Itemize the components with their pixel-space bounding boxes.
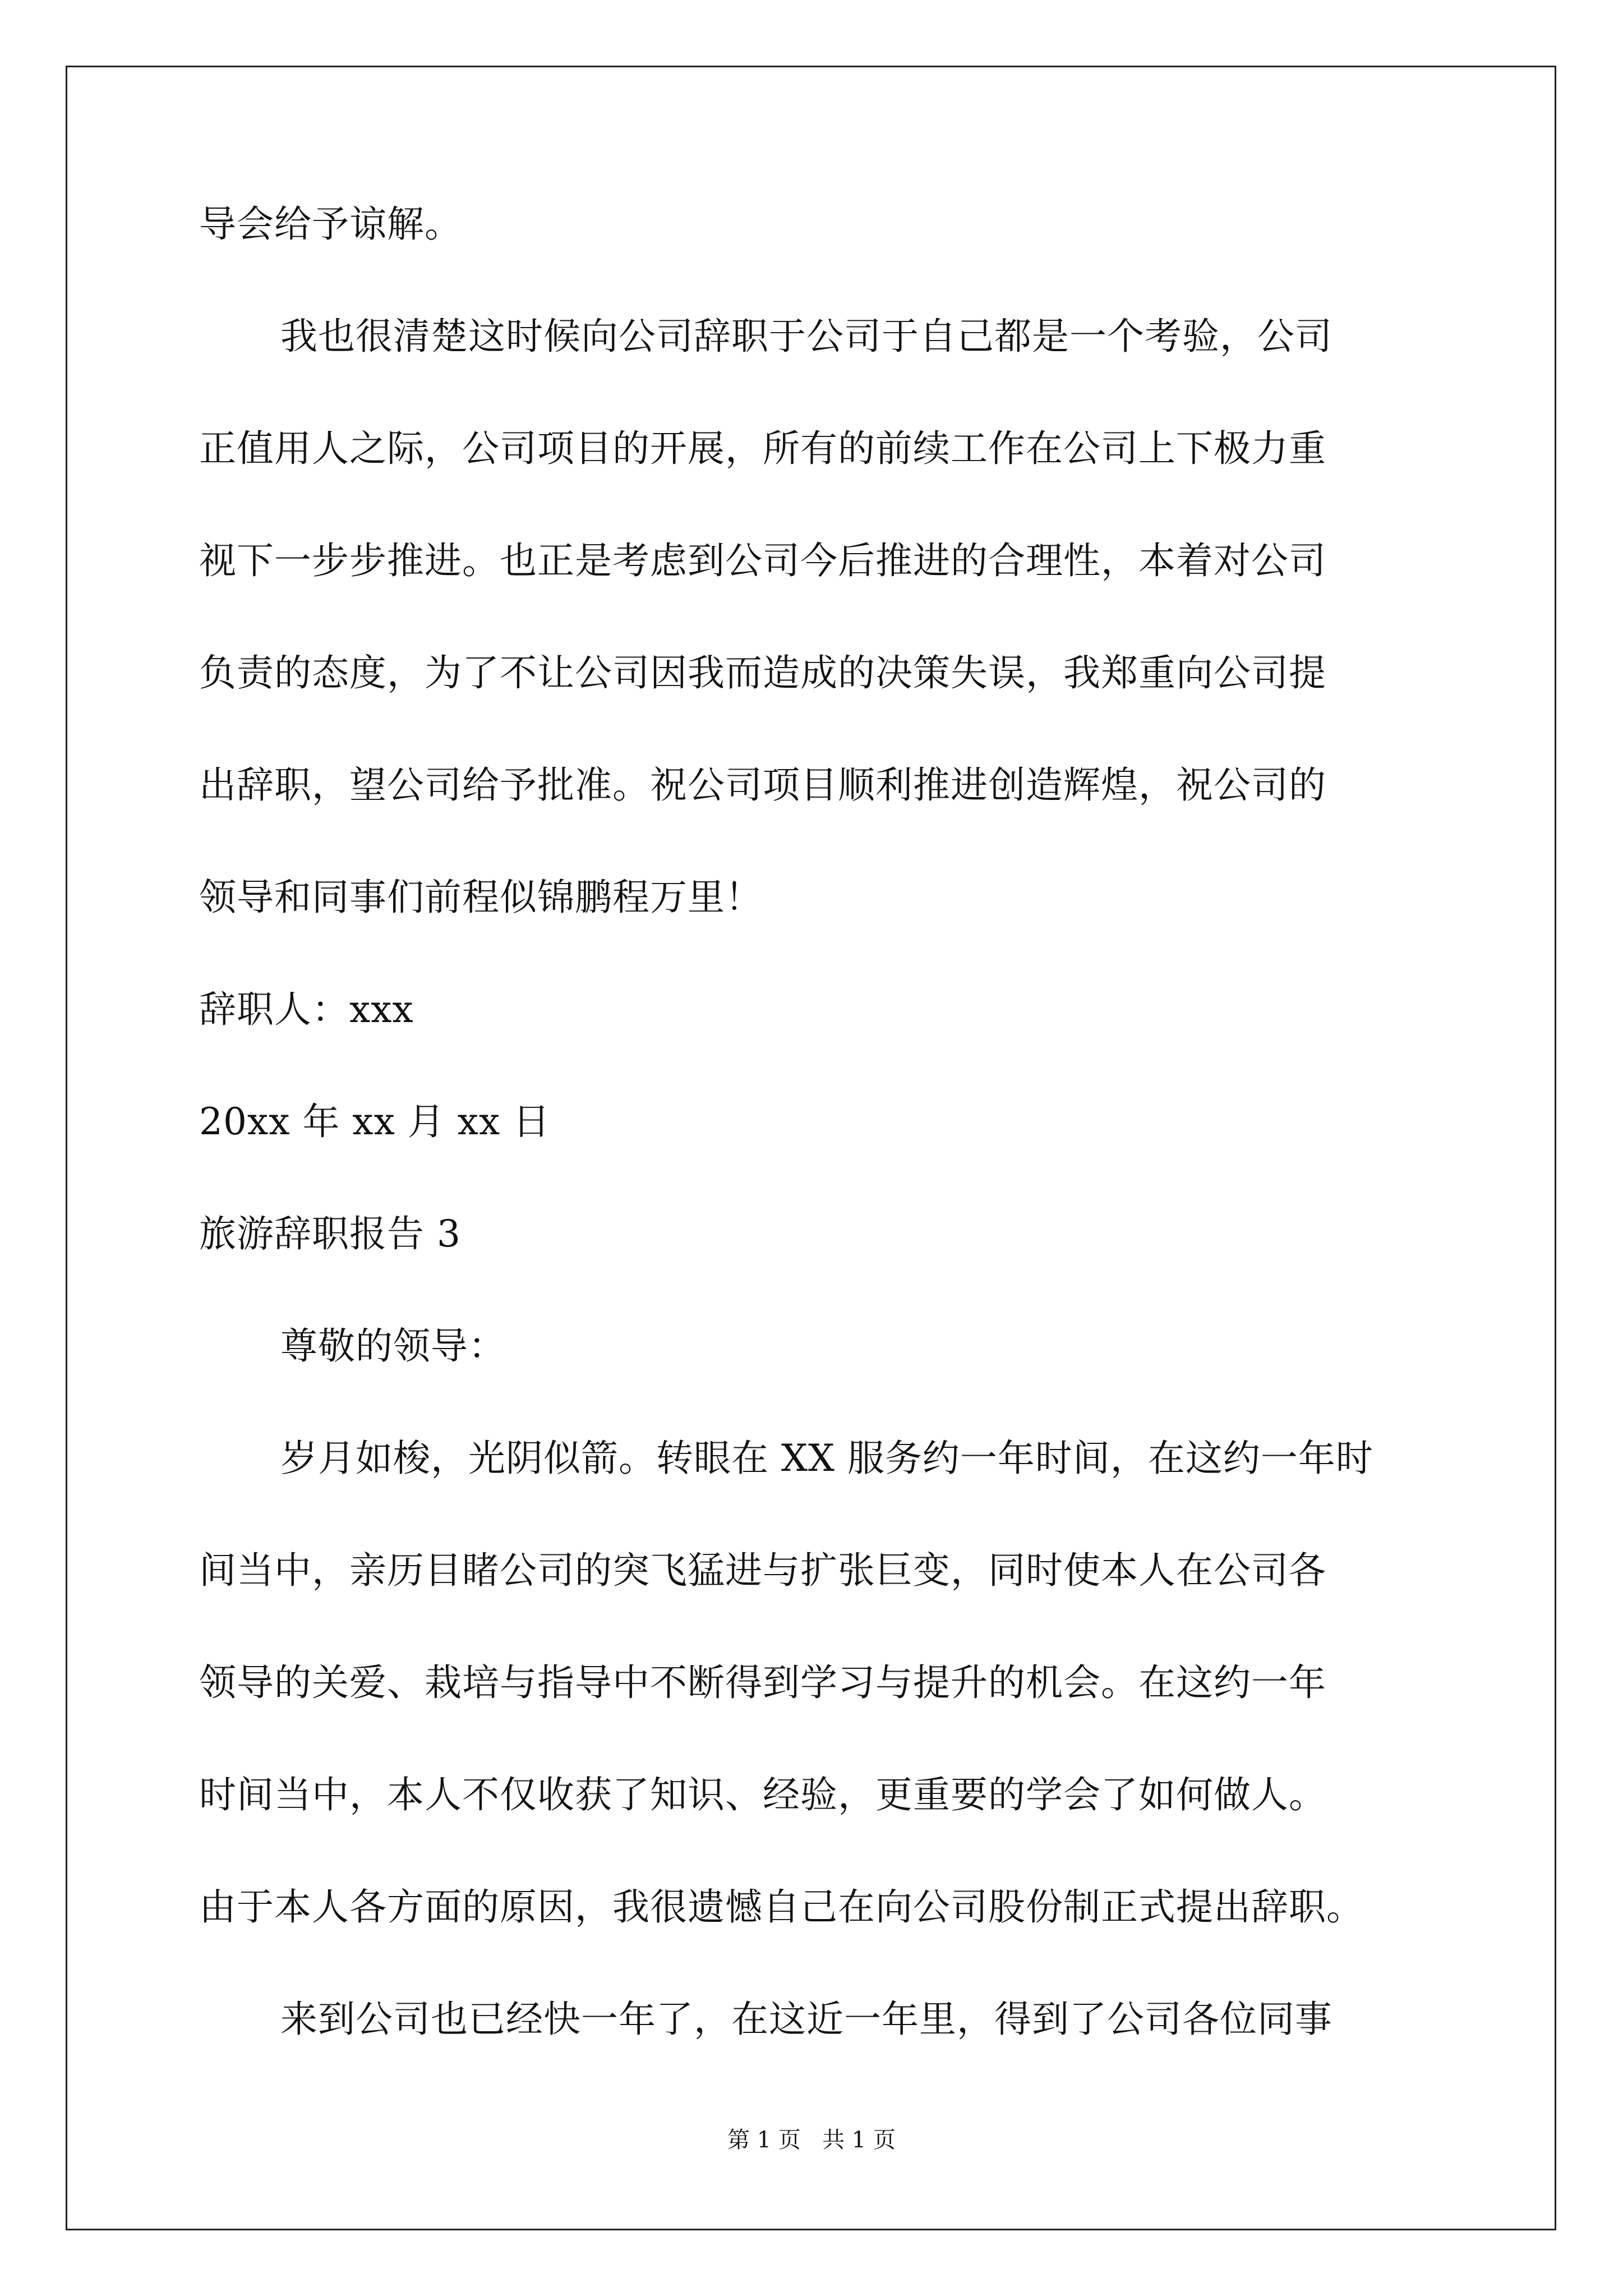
page-number-footer: 第 1 页 共 1 页 — [727, 2127, 896, 2153]
salutation: 尊敬的领导： — [280, 1324, 506, 1368]
paragraph-line: 正值用人之际，公司项目的开展，所有的前续工作在公司上下极力重 — [199, 427, 1326, 470]
paragraph-line: 岁月如梭，光阴似箭。转眼在 XX 服务约一年时间，在这约一年时 — [280, 1437, 1373, 1480]
date-line: 20xx 年 xx 月 xx 日 — [199, 1100, 551, 1143]
text-line: 导会给予谅解。 — [199, 203, 462, 246]
section-title: 旅游辞职报告 3 — [199, 1212, 461, 1255]
paragraph-line: 我也很清楚这时候向公司辞职于公司于自己都是一个考验，公司 — [280, 315, 1332, 358]
paragraph-line: 来到公司也已经快一年了，在这近一年里，得到了公司各位同事 — [280, 1998, 1332, 2041]
paragraph-line: 视下一步步推进。也正是考虑到公司今后推进的合理性，本着对公司 — [199, 539, 1326, 582]
paragraph-line: 间当中，亲历目睹公司的突飞猛进与扩张巨变，同时使本人在公司各 — [199, 1549, 1326, 1592]
paragraph-line: 负责的态度，为了不让公司因我而造成的决策失误，我郑重向公司提 — [199, 651, 1326, 694]
paragraph-line: 领导和同事们前程似锦鹏程万里！ — [199, 876, 763, 919]
paragraph-line: 时间当中，本人不仅收获了知识、经验，更重要的学会了如何做人。 — [199, 1773, 1326, 1816]
paragraph-line: 出辞职，望公司给予批准。祝公司项目顺利推进创造辉煌，祝公司的 — [199, 763, 1326, 807]
paragraph-line: 由于本人各方面的原因，我很遗憾自己在向公司股份制正式提出辞职。 — [199, 1885, 1364, 1929]
paragraph-line: 领导的关爱、栽培与指导中不断得到学习与提升的机会。在这约一年 — [199, 1661, 1326, 1704]
signature-line: 辞职人：xxx — [199, 988, 414, 1031]
